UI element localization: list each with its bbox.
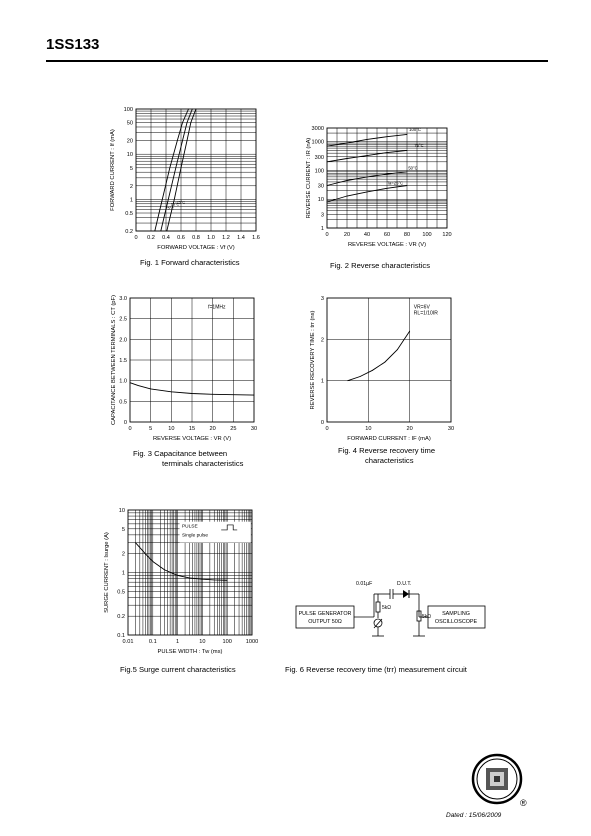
header-rule bbox=[46, 60, 548, 62]
curve-label: 25°C bbox=[170, 202, 180, 207]
data-point bbox=[327, 146, 328, 147]
x-tick-label: 1.2 bbox=[222, 235, 230, 241]
data-point bbox=[212, 394, 213, 395]
y-tick-label: 2 bbox=[320, 337, 324, 344]
y-tick-label: 1 bbox=[121, 570, 125, 577]
curve-label: 50°C bbox=[408, 165, 418, 171]
series-line bbox=[161, 109, 193, 231]
y-axis-label: REVERSE RECOVERY TIME : trr (ns) bbox=[310, 310, 316, 410]
data-point bbox=[175, 167, 176, 168]
fig5-chart bbox=[100, 500, 270, 662]
data-point bbox=[397, 349, 398, 350]
y-axis-label: SURGE CURRENT : Isurge (A) bbox=[104, 532, 110, 613]
x-tick-label: 5 bbox=[149, 426, 153, 432]
y-tick-label: 3 bbox=[320, 212, 324, 219]
x-tick-label: 0 bbox=[325, 232, 329, 238]
x-tick-label: 0 bbox=[128, 426, 132, 432]
x-tick-label: 20 bbox=[343, 232, 351, 238]
x-tick-label: 60 bbox=[383, 232, 391, 238]
x-tick-label: 10 bbox=[168, 426, 175, 432]
y-tick-label: 0 bbox=[123, 420, 127, 426]
curve-label: 100°C bbox=[409, 126, 421, 132]
dut-label: D.U.T. bbox=[397, 581, 412, 587]
data-point bbox=[145, 553, 146, 554]
data-point bbox=[327, 185, 328, 186]
data-point bbox=[327, 161, 328, 162]
x-axis-label: FORWARD VOLTAGE : Vf (V) bbox=[157, 245, 235, 251]
fig1-caption: Fig. 1 Forward characteristics bbox=[140, 258, 240, 267]
x-tick-label: 10 bbox=[199, 639, 206, 645]
x-tick-label: 120 bbox=[442, 232, 452, 238]
data-point bbox=[160, 231, 161, 232]
data-point bbox=[367, 191, 368, 192]
plot-frame bbox=[327, 298, 451, 422]
y-tick-label: 0.5 bbox=[117, 589, 125, 596]
x-tick-label: 1.0 bbox=[207, 235, 215, 241]
y-tick-label: 1 bbox=[129, 197, 133, 204]
x-tick-label: 0.6 bbox=[177, 235, 185, 241]
data-point bbox=[169, 167, 170, 168]
y-tick-label: 1 bbox=[320, 226, 324, 232]
data-point bbox=[347, 380, 348, 381]
data-point bbox=[367, 176, 368, 177]
y-tick-label: 300 bbox=[314, 154, 324, 161]
x-tick-label: 1.6 bbox=[252, 235, 260, 241]
data-point bbox=[384, 362, 385, 363]
y-tick-label: 30 bbox=[317, 183, 324, 190]
x-tick-label: 20 bbox=[406, 426, 413, 432]
data-point bbox=[177, 140, 178, 141]
fig1-chart bbox=[100, 100, 275, 255]
data-point bbox=[182, 122, 183, 123]
resistor1-label: 5kΩ bbox=[382, 605, 392, 611]
data-point bbox=[196, 109, 197, 110]
data-point bbox=[254, 395, 255, 396]
fig3-caption-line2: terminals characteristics bbox=[162, 459, 244, 468]
x-axis-label: REVERSE VOLTAGE : VR (V) bbox=[347, 242, 427, 248]
y-tick-label: 0.5 bbox=[119, 399, 127, 406]
data-point bbox=[407, 134, 408, 135]
rl-annotation: RL=1/10IR bbox=[413, 310, 438, 317]
x-tick-label: 0.01 bbox=[122, 639, 134, 645]
document-title: 1SS133 bbox=[46, 36, 100, 53]
registered-mark: ® bbox=[520, 798, 527, 808]
y-tick-label: 1000 bbox=[311, 139, 324, 146]
data-point bbox=[360, 376, 361, 377]
data-point bbox=[227, 580, 228, 581]
series-line bbox=[155, 109, 189, 231]
data-point bbox=[387, 174, 388, 175]
data-point bbox=[233, 394, 234, 395]
resistor2-label: 5kΩ bbox=[422, 614, 432, 620]
x-tick-label: 1000 bbox=[245, 639, 259, 645]
y-tick-label: 100 bbox=[123, 107, 133, 113]
data-point bbox=[409, 331, 410, 332]
x-tick-label: 0.8 bbox=[192, 235, 200, 241]
fig5-caption: Fig.5 Surge current characteristics bbox=[120, 665, 236, 674]
company-logo bbox=[470, 752, 530, 812]
y-axis-label: CAPACITANCE BETWEEN TERMINALS : CT (pF) bbox=[111, 294, 117, 426]
data-point bbox=[347, 180, 348, 181]
data-point bbox=[168, 199, 169, 200]
data-point bbox=[347, 196, 348, 197]
fig4-caption-line2: characteristics bbox=[365, 456, 414, 465]
oscilloscope-label-2: OSCILLOSCOPE bbox=[434, 619, 478, 625]
x-tick-label: 30 bbox=[250, 426, 258, 432]
x-tick-label: 15 bbox=[188, 426, 196, 432]
fig6-caption: Fig. 6 Reverse recovery time (trr) measurement circuit bbox=[285, 665, 467, 674]
x-tick-label: 25 bbox=[230, 426, 237, 432]
data-point bbox=[202, 579, 203, 580]
x-tick-label: 0 bbox=[134, 235, 138, 241]
curve-label: Ta=25°C bbox=[386, 180, 404, 186]
y-tick-label: 5 bbox=[129, 165, 133, 172]
data-point bbox=[407, 185, 408, 186]
data-point bbox=[171, 391, 172, 392]
x-tick-label: 80 bbox=[403, 232, 411, 238]
data-point bbox=[190, 122, 191, 123]
y-tick-label: 2.5 bbox=[119, 316, 127, 323]
y-tick-label: 50 bbox=[126, 120, 133, 127]
fig4-chart bbox=[305, 290, 470, 445]
fig4-caption-line1: Fig. 4 Reverse recovery time bbox=[338, 446, 436, 455]
data-point bbox=[187, 122, 188, 123]
y-tick-label: 3.0 bbox=[119, 296, 127, 302]
y-tick-label: 0.5 bbox=[125, 211, 133, 218]
data-point bbox=[150, 389, 151, 390]
series-line bbox=[348, 331, 410, 381]
y-tick-label: 20 bbox=[126, 138, 133, 145]
y-tick-label: 2 bbox=[129, 183, 133, 190]
y-tick-label: 3 bbox=[320, 296, 324, 302]
y-tick-label: 2.0 bbox=[119, 337, 127, 344]
x-tick-label: 20 bbox=[209, 426, 216, 432]
dated-label: Dated : 15/06/2009 bbox=[446, 812, 502, 819]
x-tick-label: 0.1 bbox=[148, 639, 157, 645]
data-point bbox=[187, 140, 188, 141]
data-point bbox=[387, 152, 388, 153]
x-tick-label: 1.4 bbox=[237, 235, 245, 241]
data-point bbox=[367, 139, 368, 140]
data-point bbox=[164, 570, 165, 571]
y-axis-label: REVERSE CURRENT : IR (nA) bbox=[306, 137, 312, 219]
y-tick-label: 3000 bbox=[311, 126, 324, 132]
y-tick-label: 1 bbox=[320, 378, 324, 385]
y-tick-label: 0.2 bbox=[117, 614, 125, 621]
data-point bbox=[177, 575, 178, 576]
resistor-1 bbox=[376, 602, 380, 612]
data-point bbox=[188, 109, 189, 110]
x-tick-label: 30 bbox=[447, 426, 455, 432]
y-tick-label: 10 bbox=[317, 197, 324, 204]
y-tick-label: 0.1 bbox=[117, 633, 125, 639]
data-point bbox=[192, 393, 193, 394]
curve-label: 75°C bbox=[165, 206, 174, 211]
curve-label: 75°C bbox=[414, 143, 424, 149]
vr-annotation: VR=6V bbox=[413, 304, 430, 311]
x-axis-label: FORWARD CURRENT : IF (mA) bbox=[347, 436, 431, 442]
data-point bbox=[135, 542, 136, 543]
x-tick-label: 1 bbox=[176, 639, 180, 645]
y-tick-label: 0 bbox=[320, 420, 324, 426]
y-tick-label: 10 bbox=[126, 152, 133, 159]
y-tick-label: 0.2 bbox=[125, 229, 133, 235]
data-point bbox=[192, 109, 193, 110]
data-point bbox=[407, 150, 408, 151]
y-tick-label: 2 bbox=[121, 551, 125, 558]
x-axis-label: PULSE WIDTH : Tw (ms) bbox=[157, 649, 223, 655]
data-point bbox=[407, 171, 408, 172]
fig3-chart bbox=[105, 290, 270, 445]
data-point bbox=[367, 155, 368, 156]
data-point bbox=[181, 167, 182, 168]
data-point bbox=[347, 143, 348, 144]
x-tick-label: 0 bbox=[325, 426, 329, 432]
pulse-annotation: PULSE bbox=[181, 524, 198, 530]
data-point bbox=[154, 231, 155, 232]
y-tick-label: 1.5 bbox=[119, 358, 127, 364]
fig3-caption-line1: Fig. 3 Capacitance between bbox=[133, 449, 228, 458]
data-point bbox=[327, 202, 328, 203]
x-axis-label: REVERSE VOLTAGE : VR (V) bbox=[152, 436, 232, 442]
curve-label: -25°C bbox=[175, 200, 186, 205]
data-point bbox=[130, 382, 131, 383]
data-point bbox=[189, 577, 190, 578]
x-tick-label: 100 bbox=[422, 232, 432, 238]
x-tick-label: 0.2 bbox=[147, 235, 155, 241]
frequency-annotation: f=1MHz bbox=[208, 304, 226, 311]
oscilloscope-label-1: SAMPLING bbox=[442, 611, 470, 617]
y-tick-label: 100 bbox=[314, 168, 324, 175]
data-point bbox=[372, 370, 373, 371]
x-tick-label: 0.4 bbox=[162, 235, 170, 241]
data-point bbox=[182, 140, 183, 141]
x-tick-label: 10 bbox=[365, 426, 372, 432]
y-tick-label: 1.0 bbox=[119, 378, 127, 385]
fig2-chart bbox=[300, 120, 465, 260]
fig2-caption: Fig. 2 Reverse characteristics bbox=[330, 261, 431, 270]
data-point bbox=[166, 231, 167, 232]
data-point bbox=[387, 188, 388, 189]
y-axis-label: FORWARD CURRENT : If (mA) bbox=[110, 129, 116, 211]
data-point bbox=[387, 136, 388, 137]
single-pulse-annotation: Single pulse bbox=[181, 533, 209, 539]
data-point bbox=[152, 561, 153, 562]
data-point bbox=[214, 580, 215, 581]
capacitor-label: 0.01µF bbox=[356, 581, 373, 587]
fig6-circuit bbox=[290, 570, 490, 650]
data-point bbox=[347, 158, 348, 159]
x-tick-label: 40 bbox=[363, 232, 371, 238]
data-point bbox=[138, 385, 139, 386]
y-tick-label: 5 bbox=[121, 526, 125, 533]
diode-symbol bbox=[403, 590, 409, 598]
y-tick-label: 10 bbox=[118, 508, 125, 514]
data-point bbox=[162, 199, 163, 200]
generator-label-2: OUTPUT 50Ω bbox=[308, 619, 342, 625]
series-line bbox=[136, 543, 228, 581]
generator-label-1: PULSE GENERATOR bbox=[298, 611, 352, 617]
x-tick-label: 100 bbox=[222, 639, 232, 645]
